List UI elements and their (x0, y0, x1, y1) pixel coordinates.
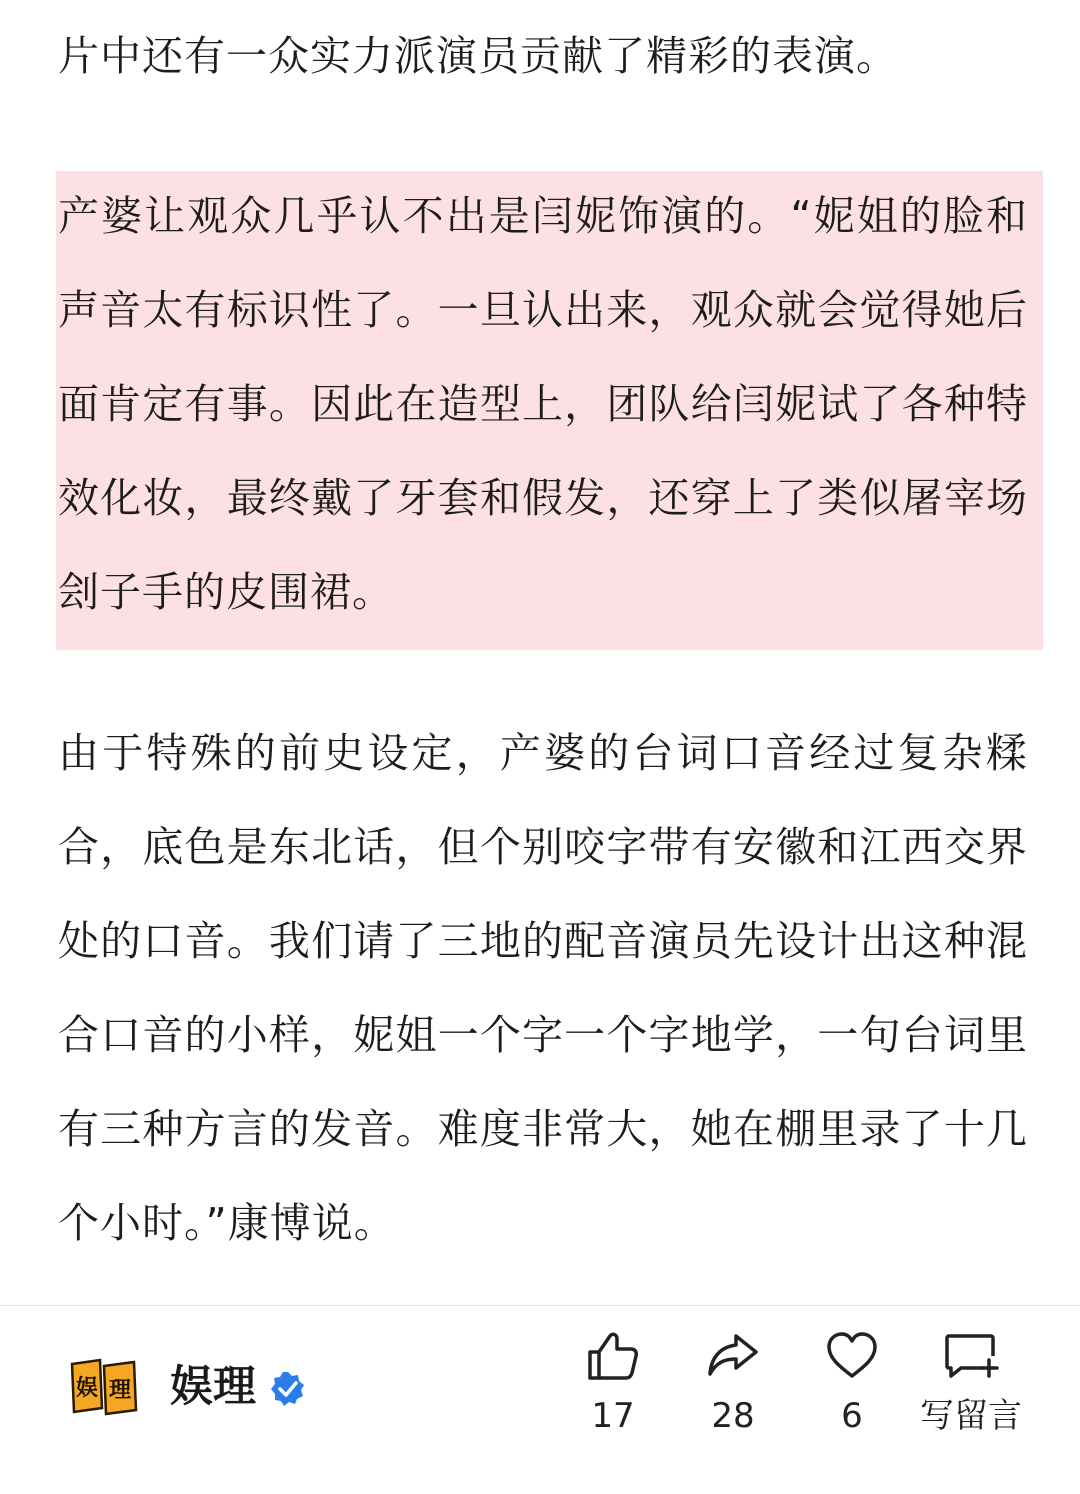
verified-badge-icon (270, 1371, 306, 1407)
heart-icon (825, 1330, 879, 1382)
share-button[interactable] (673, 1330, 793, 1436)
comment-add-icon (943, 1330, 999, 1382)
like-count: 17 (591, 1396, 635, 1436)
logo-char-1: 娱 (75, 1376, 99, 1401)
like-button[interactable] (553, 1330, 673, 1436)
article-footer-bar (0, 1306, 1080, 1494)
thumbs-up-icon (586, 1330, 640, 1382)
author-name[interactable]: 娱理 (170, 1362, 256, 1412)
paragraph-highlight: 产婆让观众几乎认不出是闫妮饰演的。“妮姐的脸和声音太有标识性了。一旦认出来，观众就会觉得她后面肯定有事。因此在造型上，团队给闫妮试了各种特效化妆，最终戴了牙套和假发，还穿上了类似屠宰场刽子手的皮围裙。 (58, 192, 1028, 616)
paragraph-intro: 片中还有一众实力派演员贡献了精彩的表演。 (58, 32, 898, 80)
write-comment-button[interactable] (911, 1330, 1031, 1436)
favorite-count: 6 (841, 1396, 863, 1436)
favorite-button[interactable] (792, 1330, 912, 1436)
share-count: 28 (711, 1396, 755, 1436)
write-comment-label: 写留言 (920, 1396, 1022, 1436)
author-logo[interactable] (70, 1358, 138, 1416)
paragraph-dialect: 由于特殊的前史设定，产婆的台词口音经过复杂糅合，底色是东北话，但个别咬字带有安徽和江西交界处的口音。我们请了三地的配音演员先设计出这种混合口音的小样，妮姐一个字一个字地学，一句台词里有三种方言的发音。难度非常大，她在棚里录了十几个小时。”康博说。 (58, 729, 1028, 1247)
share-icon (706, 1330, 760, 1382)
logo-char-2: 理 (108, 1378, 132, 1403)
